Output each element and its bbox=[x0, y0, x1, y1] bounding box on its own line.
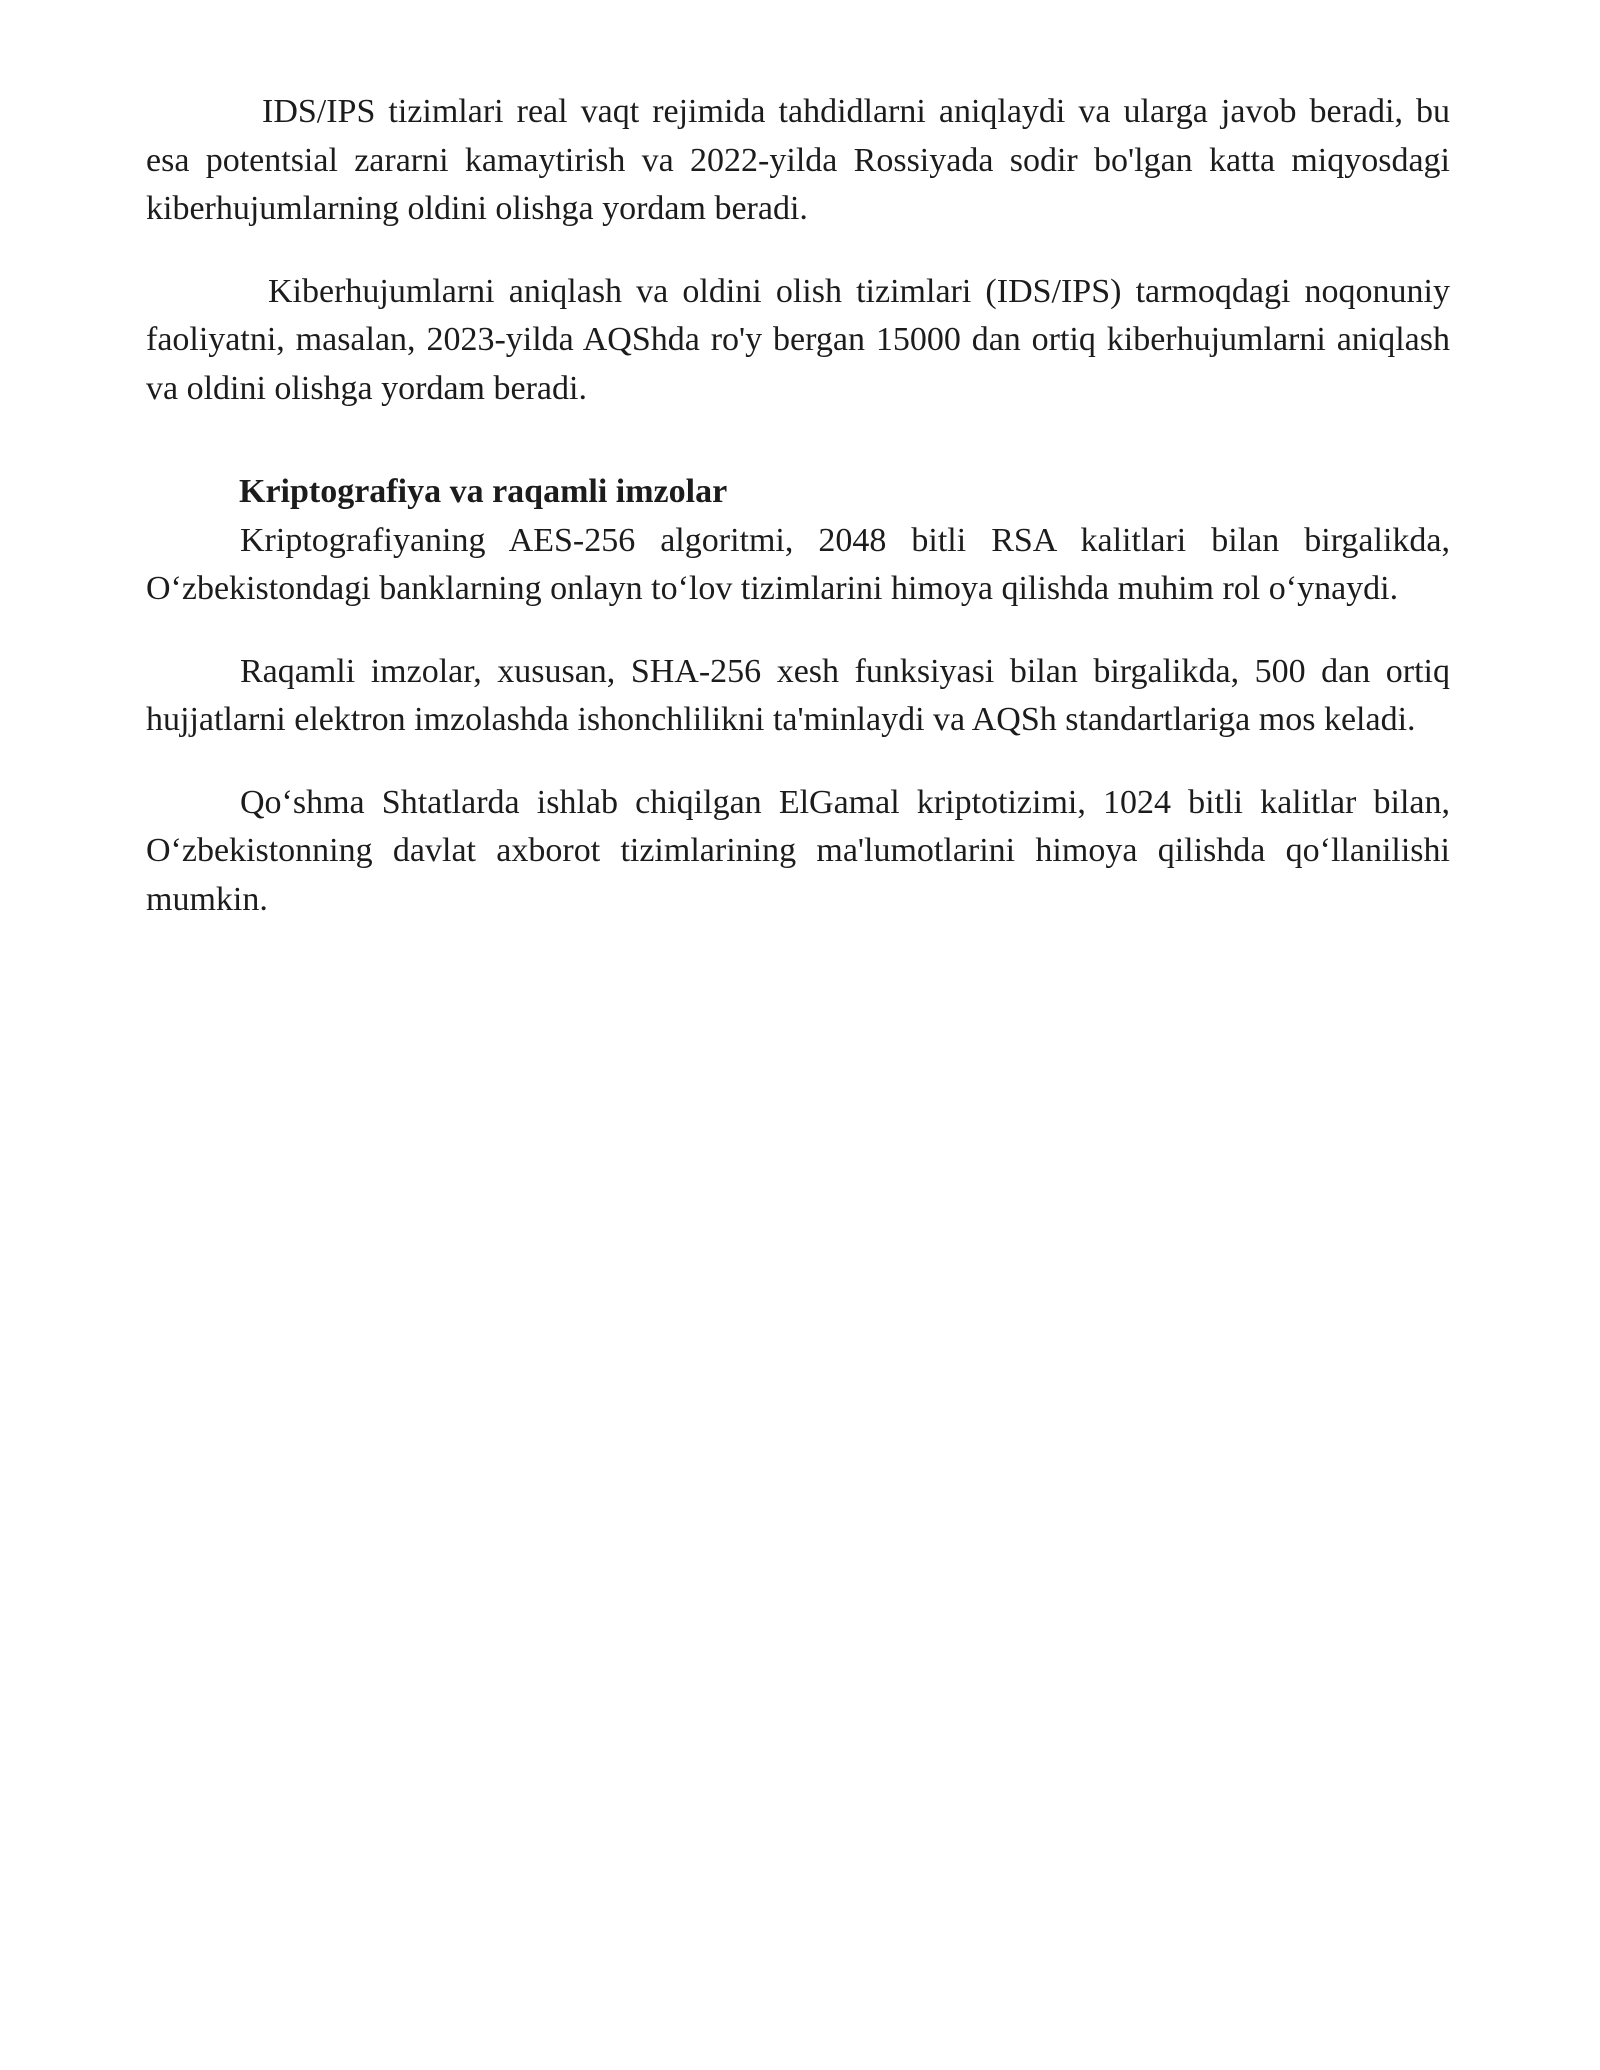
paragraph-ids-ips-realtime: IDS/IPS tizimlari real vaqt rejimida tahdidlarni aniqlaydi va ularga javob beradi, bu esa potentsial zararni kamaytirish va 2022-yilda Rossiyada sodir bo'lgan katta miqyosdagi kiberhujumlarning oldini olishga yordam beradi. bbox=[146, 93, 1450, 227]
paragraph-aes-rsa: Kriptografiyaning AES-256 algoritmi, 2048 bitli RSA kalitlari bilan birgalikda, O‘zbekistondagi banklarning onlayn to‘lov tizimlarini himoya qilishda muhim rol o‘ynaydi. bbox=[146, 521, 1450, 607]
section-heading: Kriptografiya va raqamli imzolar bbox=[239, 473, 728, 510]
document-body bbox=[146, 88, 1450, 924]
paragraph-ids-ips-usa: Kiberhujumlarni aniqlash va oldini olish tizimlari (IDS/IPS) tarmoqdagi noqonuniy faoliyatni, masalan, 2023-yilda AQShda ro'y bergan 15000 dan ortiq kiberhujumlarni aniqlash va oldini olishga yordam beradi. bbox=[146, 272, 1450, 407]
paragraph-digital-signatures: Raqamli imzolar, xususan, SHA-256 xesh funksiyasi bilan birgalikda, 500 dan ortiq hujjatlarni elektron imzolashda ishonchlilikni ta'minlaydi va AQSh standartlariga mos keladi. bbox=[146, 652, 1450, 738]
paragraph-elgamal: Qo‘shma Shtatlarda ishlab chiqilgan ElGamal kriptotizimi, 1024 bitli kalitlar bilan, O‘zbekistonning davlat axborot tizimlarining ma'lumotlarini himoya qilishda qo‘llanilishi mumkin. bbox=[146, 783, 1450, 918]
